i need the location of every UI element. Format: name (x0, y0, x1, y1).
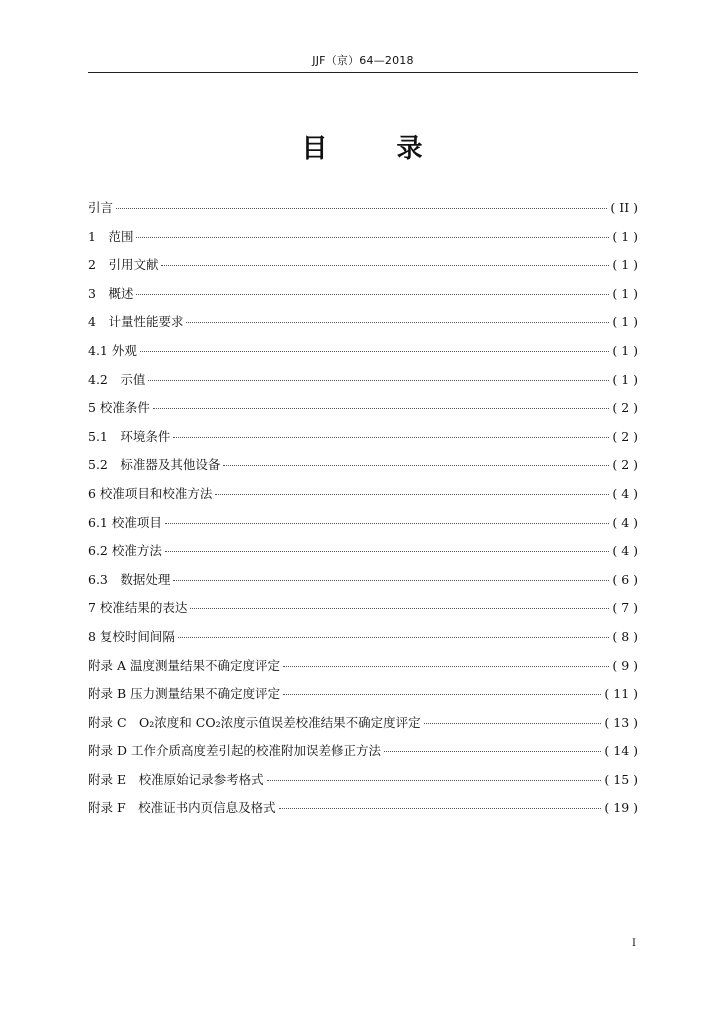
toc-entry-7[interactable] (88, 598, 638, 627)
toc-entry-appendix-f[interactable] (88, 798, 638, 827)
toc-entry-page: ( 9 ) (612, 657, 638, 673)
toc-entry-4-1[interactable] (88, 341, 638, 370)
toc-entry-page: ( 1 ) (612, 371, 638, 387)
leader-dots (384, 751, 601, 752)
leader-dots (165, 523, 609, 524)
leader-dots (161, 265, 609, 266)
toc-entry-label: 4 计量性能要求 (88, 314, 184, 330)
toc-entry-label: 4.2 示值 (88, 371, 146, 387)
toc-entry-label: 6.2 校准方法 (88, 543, 162, 559)
toc-entry-label: 附录 D 工作介质高度差引起的校准附加误差修正方法 (88, 743, 381, 759)
toc-entry-appendix-c[interactable] (88, 713, 638, 742)
toc-entry-label: 附录 F 校准证书内页信息及格式 (88, 800, 276, 816)
toc-entry-label: 6.1 校准项目 (88, 514, 162, 530)
toc-entry-label: 附录 A 温度测量结果不确定度评定 (88, 657, 280, 673)
toc-entry-page: ( 2 ) (612, 428, 638, 444)
table-of-contents (88, 198, 638, 827)
leader-dots (178, 637, 609, 638)
leader-dots (148, 380, 609, 381)
page-title: 目 录 (301, 134, 453, 164)
running-header: JJF（京）64—2018 (88, 52, 638, 73)
toc-entry-appendix-b[interactable] (88, 684, 638, 713)
toc-entry-4[interactable] (88, 312, 638, 341)
toc-entry-label: 附录 E 校准原始记录参考格式 (88, 771, 264, 787)
toc-entry-6-1[interactable] (88, 513, 638, 542)
leader-dots (279, 808, 602, 809)
toc-entry-4-2[interactable] (88, 370, 638, 399)
leader-dots (267, 780, 602, 781)
toc-entry-label: 5.2 标准器及其他设备 (88, 457, 221, 473)
leader-dots (173, 580, 609, 581)
toc-entry-2[interactable] (88, 255, 638, 284)
toc-entry-6[interactable] (88, 484, 638, 513)
leader-dots (173, 437, 609, 438)
toc-entry-page: ( 15 ) (604, 771, 638, 787)
toc-entry-label: 6 校准项目和校准方法 (88, 485, 213, 501)
toc-entry-page: ( 14 ) (604, 743, 638, 759)
toc-entry-label: 5 校准条件 (88, 400, 150, 416)
leader-dots (283, 666, 609, 667)
leader-dots (215, 494, 609, 495)
toc-entry-page: ( 13 ) (604, 714, 638, 730)
toc-entry-page: ( 4 ) (612, 543, 638, 559)
toc-entry-8[interactable] (88, 627, 638, 656)
toc-entry-page: ( 1 ) (612, 257, 638, 273)
leader-dots (136, 294, 609, 295)
toc-entry-page: ( 1 ) (612, 228, 638, 244)
toc-entry-5[interactable] (88, 398, 638, 427)
toc-entry-label: 6.3 数据处理 (88, 571, 171, 587)
toc-entry-label: 5.1 环境条件 (88, 428, 171, 444)
leader-dots (190, 608, 609, 609)
toc-entry-page: ( 2 ) (612, 457, 638, 473)
toc-entry-6-3[interactable] (88, 570, 638, 599)
toc-entry-page: ( 1 ) (612, 342, 638, 358)
leader-dots (283, 694, 601, 695)
toc-entry-page: ( 6 ) (612, 571, 638, 587)
toc-entry-page: ( 2 ) (612, 400, 638, 416)
toc-entry-label: 3 概述 (88, 285, 134, 301)
page-number: I (632, 938, 636, 949)
toc-entry-appendix-e[interactable] (88, 770, 638, 799)
leader-dots (424, 723, 602, 724)
leader-dots (153, 408, 609, 409)
toc-entry-6-2[interactable] (88, 541, 638, 570)
toc-entry-5-1[interactable] (88, 427, 638, 456)
toc-entry-page: ( 8 ) (612, 628, 638, 644)
toc-entry-5-2[interactable] (88, 455, 638, 484)
toc-entry-page: ( 4 ) (612, 485, 638, 501)
toc-entry-page: ( 1 ) (612, 285, 638, 301)
toc-entry-label: 7 校准结果的表达 (88, 600, 188, 616)
toc-entry-page: ( 4 ) (612, 514, 638, 530)
toc-entry-3[interactable] (88, 284, 638, 313)
toc-entry-label: 附录 C O₂浓度和 CO₂浓度示值误差校准结果不确定度评定 (88, 714, 421, 730)
toc-entry-appendix-d[interactable] (88, 741, 638, 770)
leader-dots (186, 322, 609, 323)
toc-entry-page: ( 1 ) (612, 314, 638, 330)
leader-dots (223, 465, 609, 466)
toc-entry-label: 2 引用文献 (88, 257, 159, 273)
leader-dots (140, 351, 609, 352)
toc-entry-appendix-a[interactable] (88, 656, 638, 685)
toc-entry-label: 4.1 外观 (88, 342, 137, 358)
toc-entry-page: ( 7 ) (612, 600, 638, 616)
toc-entry-page: ( II ) (610, 200, 638, 215)
toc-entry-label: 引言 (88, 200, 114, 215)
toc-entry-1[interactable] (88, 227, 638, 256)
leader-dots (116, 208, 607, 209)
toc-entry-page: ( 11 ) (604, 686, 638, 702)
toc-entry-label: 1 范围 (88, 228, 134, 244)
toc-entry-intro[interactable] (88, 198, 638, 227)
toc-entry-label: 附录 B 压力测量结果不确定度评定 (88, 686, 281, 702)
toc-entry-label: 8 复校时间间隔 (88, 628, 175, 644)
leader-dots (165, 551, 609, 552)
leader-dots (136, 237, 609, 238)
toc-entry-page: ( 19 ) (604, 800, 638, 816)
